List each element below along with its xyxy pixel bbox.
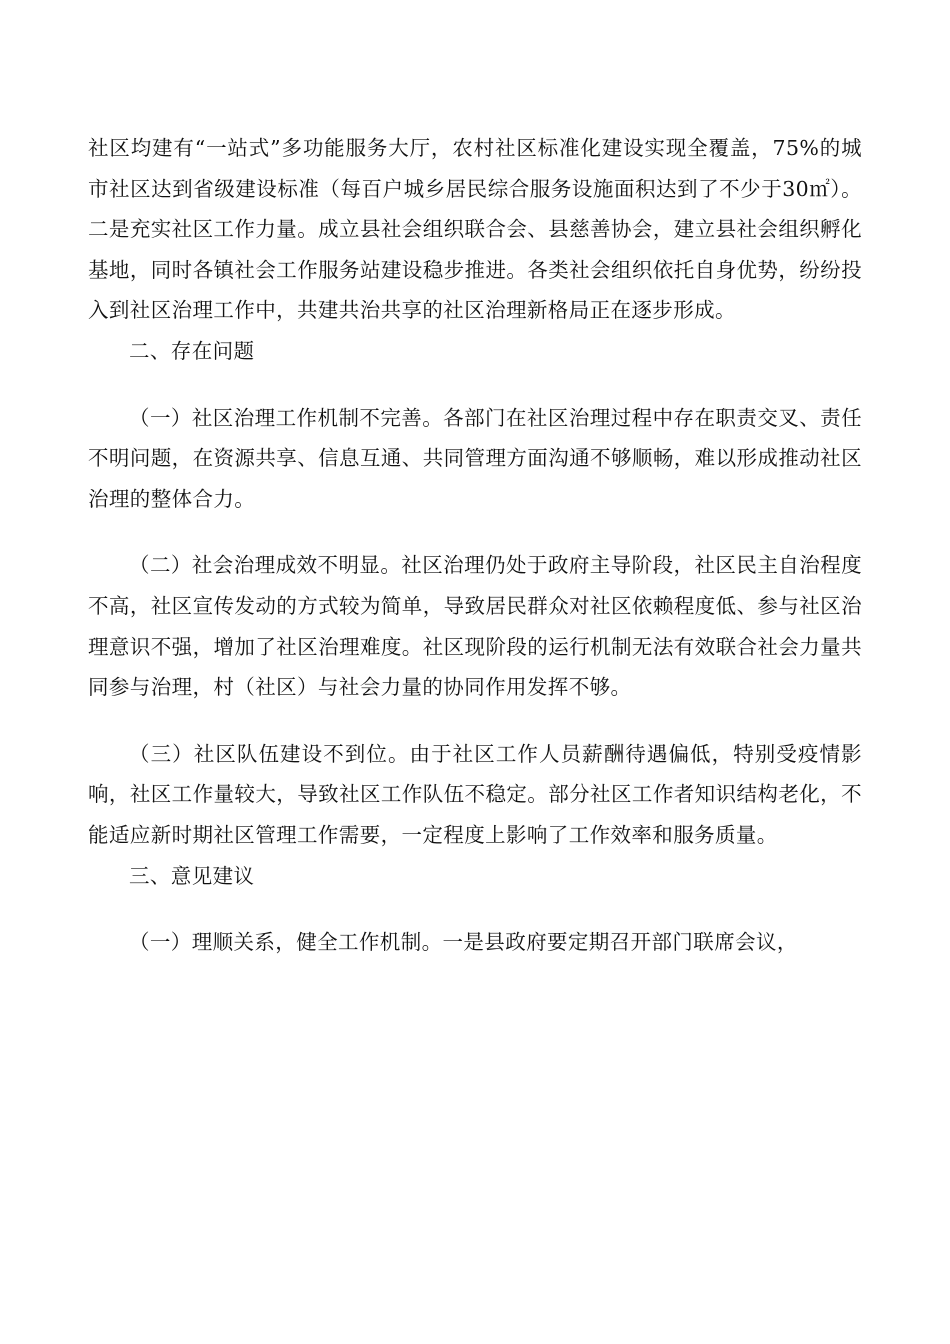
section-heading-suggestions: 三、意见建议 (129, 863, 255, 888)
paragraph-problem-3: （三）社区队伍建设不到位。由于社区工作人员薪酬待遇偏低，特别受疫情影响，社区工作量较大，导致社区工作队伍不稳定。部分社区工作者知识结构老化，不能适应新时期社区管理工作需要，一定程度上影响了工作效率和服务质量。 (88, 741, 862, 847)
document-body (88, 128, 862, 963)
paragraph-continuation: 社区均建有“一站式”多功能服务大厅，农村社区标准化建设实现全覆盖，75%的城市社区达到省级建设标准（每百户城乡居民综合服务设施面积达到了不少于30㎡）。二是充实社区工作力量。成立县社会组织联合会、县慈善协会，建立县社会组织孵化基地，同时各镇社会工作服务站建设稳步推进。各类社会组织依托自身优势，纷纷投入到社区治理工作中，共建共治共享的社区治理新格局正在逐步形成。 (88, 136, 862, 323)
paragraph-suggestion-1: （一）理顺关系，健全工作机制。一是县政府要定期召开部门联席会议， (129, 930, 798, 955)
paragraph-problem-2: （二）社会治理成效不明显。社区治理仍处于政府主导阶段，社区民主自治程度不高，社区宣传发动的方式较为简单，导致居民群众对社区依赖程度低、参与社区治理意识不强，增加了社区治理难度。社区现阶段的运行机制无法有效联合社会力量共同参与治理，村（社区）与社会力量的协同作用发挥不够。 (88, 553, 862, 700)
section-heading-problems: 二、存在问题 (129, 338, 255, 363)
paragraph-problem-1: （一）社区治理工作机制不完善。各部门在社区治理过程中存在职责交叉、责任不明问题，在资源共享、信息互通、共同管理方面沟通不够顺畅，难以形成推动社区治理的整体合力。 (88, 405, 862, 511)
